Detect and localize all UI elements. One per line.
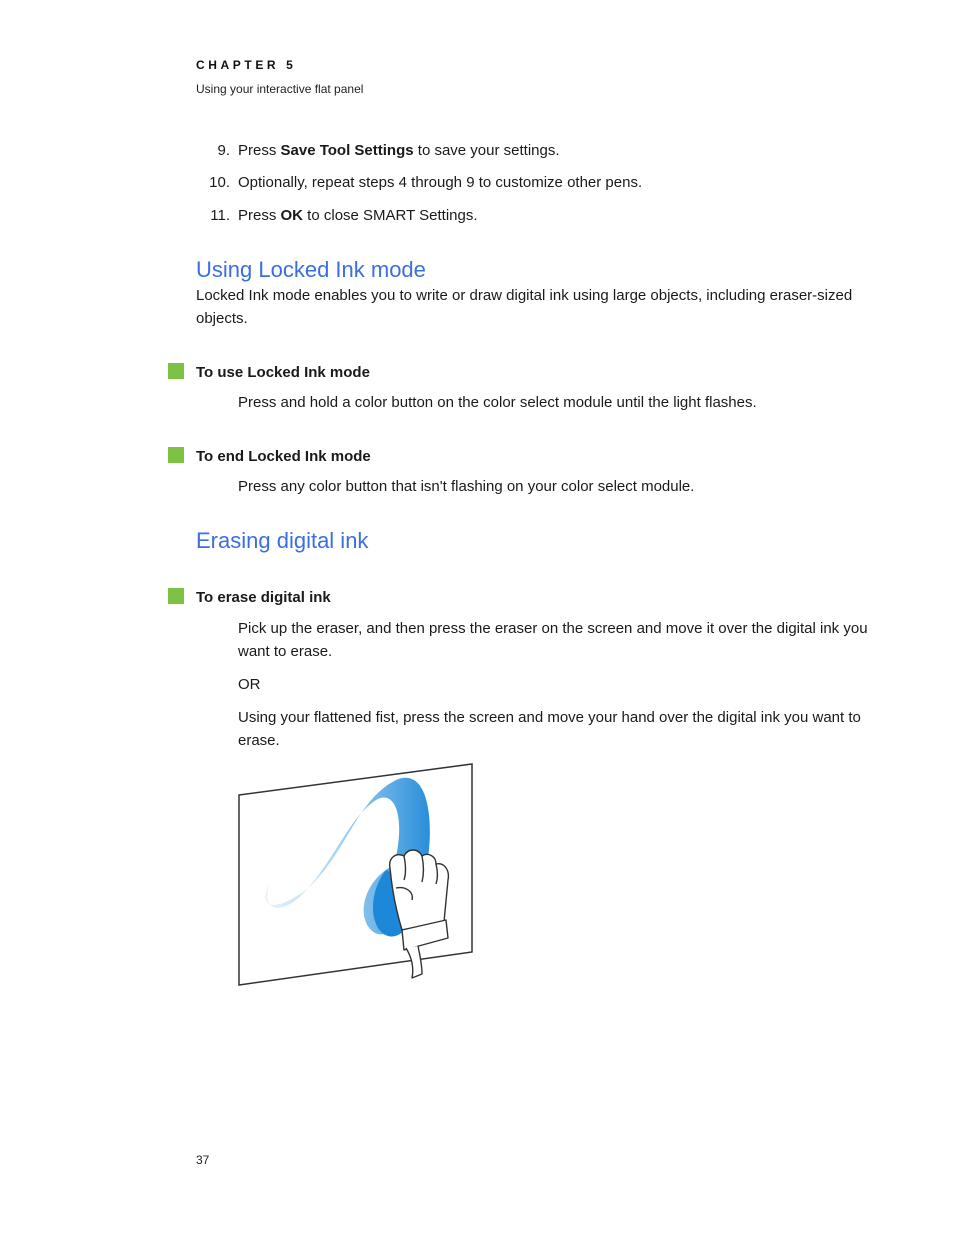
step-text-pre: Press bbox=[238, 142, 281, 159]
page-number: 37 bbox=[196, 1153, 210, 1167]
step-text: Optionally, repeat steps 4 through 9 to customize other pens. bbox=[238, 174, 643, 191]
step-bold: Save Tool Settings bbox=[280, 142, 414, 159]
task-title: To end Locked Ink mode bbox=[196, 448, 371, 465]
task-title: To erase digital ink bbox=[196, 589, 331, 606]
step-number: 11. bbox=[210, 207, 230, 224]
step-10 bbox=[196, 174, 876, 191]
task-end-locked-ink bbox=[168, 447, 371, 465]
task-bullet-icon bbox=[168, 588, 184, 604]
task-title: To use Locked Ink mode bbox=[196, 364, 370, 381]
task-bullet-icon bbox=[168, 363, 184, 379]
task-end-body: Press any color button that isn't flashing on your color select module. bbox=[238, 478, 695, 495]
erase-or: OR bbox=[238, 676, 261, 693]
heading-erasing: Erasing digital ink bbox=[196, 528, 369, 553]
task-bullet-icon bbox=[168, 447, 184, 463]
step-text-post: to save your settings. bbox=[413, 142, 560, 159]
step-text-pre: Press bbox=[238, 207, 281, 224]
step-number: 10. bbox=[209, 174, 230, 191]
erase-body-1: Pick up the eraser, and then press the eraser on the screen and move it over the digital ink you want to erase. bbox=[238, 620, 868, 660]
task-use-body: Press and hold a color button on the color select module until the light flashes. bbox=[238, 394, 757, 411]
step-9 bbox=[196, 142, 876, 159]
task-use-locked-ink bbox=[168, 363, 370, 381]
fist-erasing-svg bbox=[236, 760, 476, 990]
chapter-label: CHAPTER 5 bbox=[196, 58, 297, 72]
step-number: 9. bbox=[217, 142, 230, 159]
heading-locked-ink: Using Locked Ink mode bbox=[196, 257, 426, 282]
step-11 bbox=[196, 207, 876, 224]
locked-ink-intro: Locked Ink mode enables you to write or draw digital ink using large objects, including eraser-sized objects. bbox=[196, 287, 853, 327]
fist-erasing-illustration bbox=[236, 760, 476, 995]
erase-body-2: Using your flattened fist, press the screen and move your hand over the digital ink you want to erase. bbox=[238, 709, 861, 749]
step-bold: OK bbox=[280, 207, 304, 224]
chapter-title: Using your interactive flat panel bbox=[196, 82, 364, 96]
task-erase-ink bbox=[168, 588, 331, 606]
step-text-post: to close SMART Settings. bbox=[303, 207, 478, 224]
